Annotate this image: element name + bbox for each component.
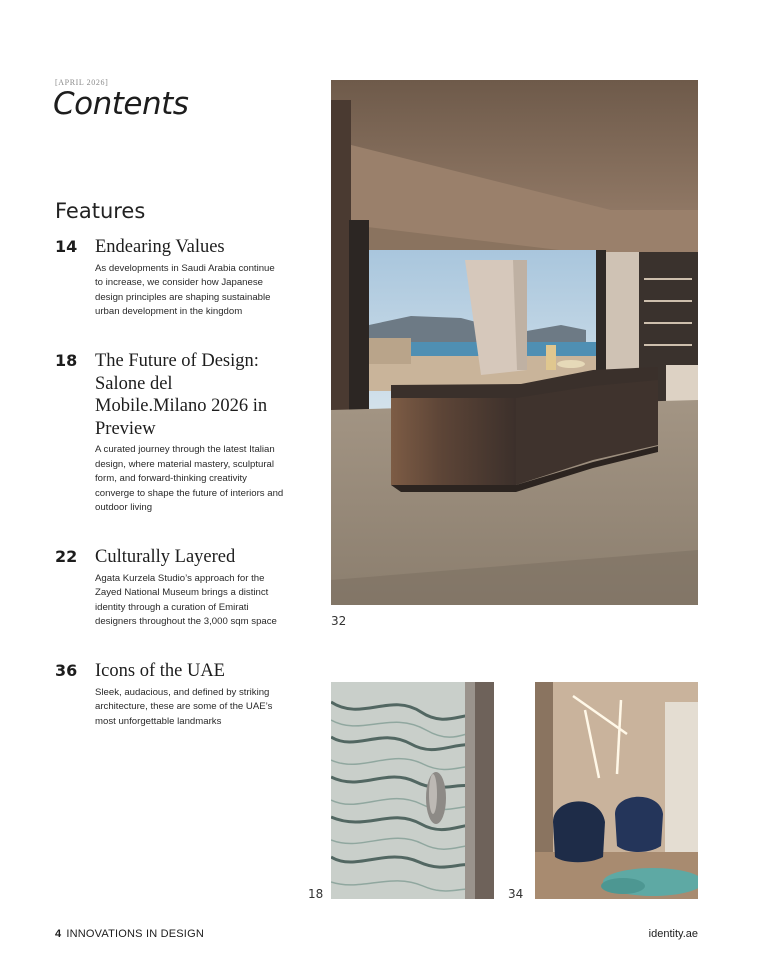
- entry-title[interactable]: Endearing Values: [95, 237, 225, 257]
- entry-description: Agata Kurzela Studio’s approach for the Zayed National Museum brings a distinct identity through a curation of Emirati designers throughout the 3,000 sqm space: [95, 572, 277, 628]
- footer-website[interactable]: identity.ae: [648, 928, 698, 940]
- chairs-photo[interactable]: [535, 682, 698, 899]
- marble-photo[interactable]: [331, 682, 494, 899]
- kitchen-page-ref[interactable]: 32: [331, 614, 347, 628]
- entry-description: Sleek, audacious, and defined by striking architecture, these are some of the UAE’s most unforgettable landmarks: [95, 686, 273, 727]
- entry-page-number: 14: [55, 237, 78, 256]
- contents-entry[interactable]: [55, 350, 295, 516]
- section-title: Features: [55, 199, 146, 223]
- entry-page-number: 22: [55, 547, 78, 566]
- marble-page-ref[interactable]: 18: [308, 887, 324, 901]
- issue-date: [APRIL 2026]: [55, 78, 109, 87]
- footer-page-number: 4: [55, 928, 62, 940]
- contents-entry[interactable]: [55, 546, 295, 630]
- page-title: Contents: [53, 86, 189, 122]
- entry-title[interactable]: Culturally Layered: [95, 547, 236, 567]
- contents-entry[interactable]: [55, 660, 295, 729]
- entry-description: As developments in Saudi Arabia continue to increase, we consider how Japanese design principles are shaping sustainable urban development in the kingdom: [95, 262, 275, 318]
- entry-page-number: 18: [55, 351, 78, 370]
- footer-publication: [55, 928, 204, 940]
- footer-publication-name: INNOVATIONS IN DESIGN: [66, 928, 204, 940]
- entry-title[interactable]: Icons of the UAE: [95, 661, 225, 681]
- chairs-page-ref[interactable]: 34: [508, 887, 524, 901]
- entry-description: A curated journey through the latest Italian design, where material mastery, sculptural form, and forward-thinking creativity converge to shape the future of interiors and outdoor living: [95, 444, 284, 514]
- entry-page-number: 36: [55, 661, 78, 680]
- kitchen-photo[interactable]: [331, 80, 698, 605]
- entry-title[interactable]: The Future of Design: Salone del Mobile.Milano 2026 in Preview: [95, 351, 268, 439]
- contents-entry[interactable]: [55, 236, 295, 320]
